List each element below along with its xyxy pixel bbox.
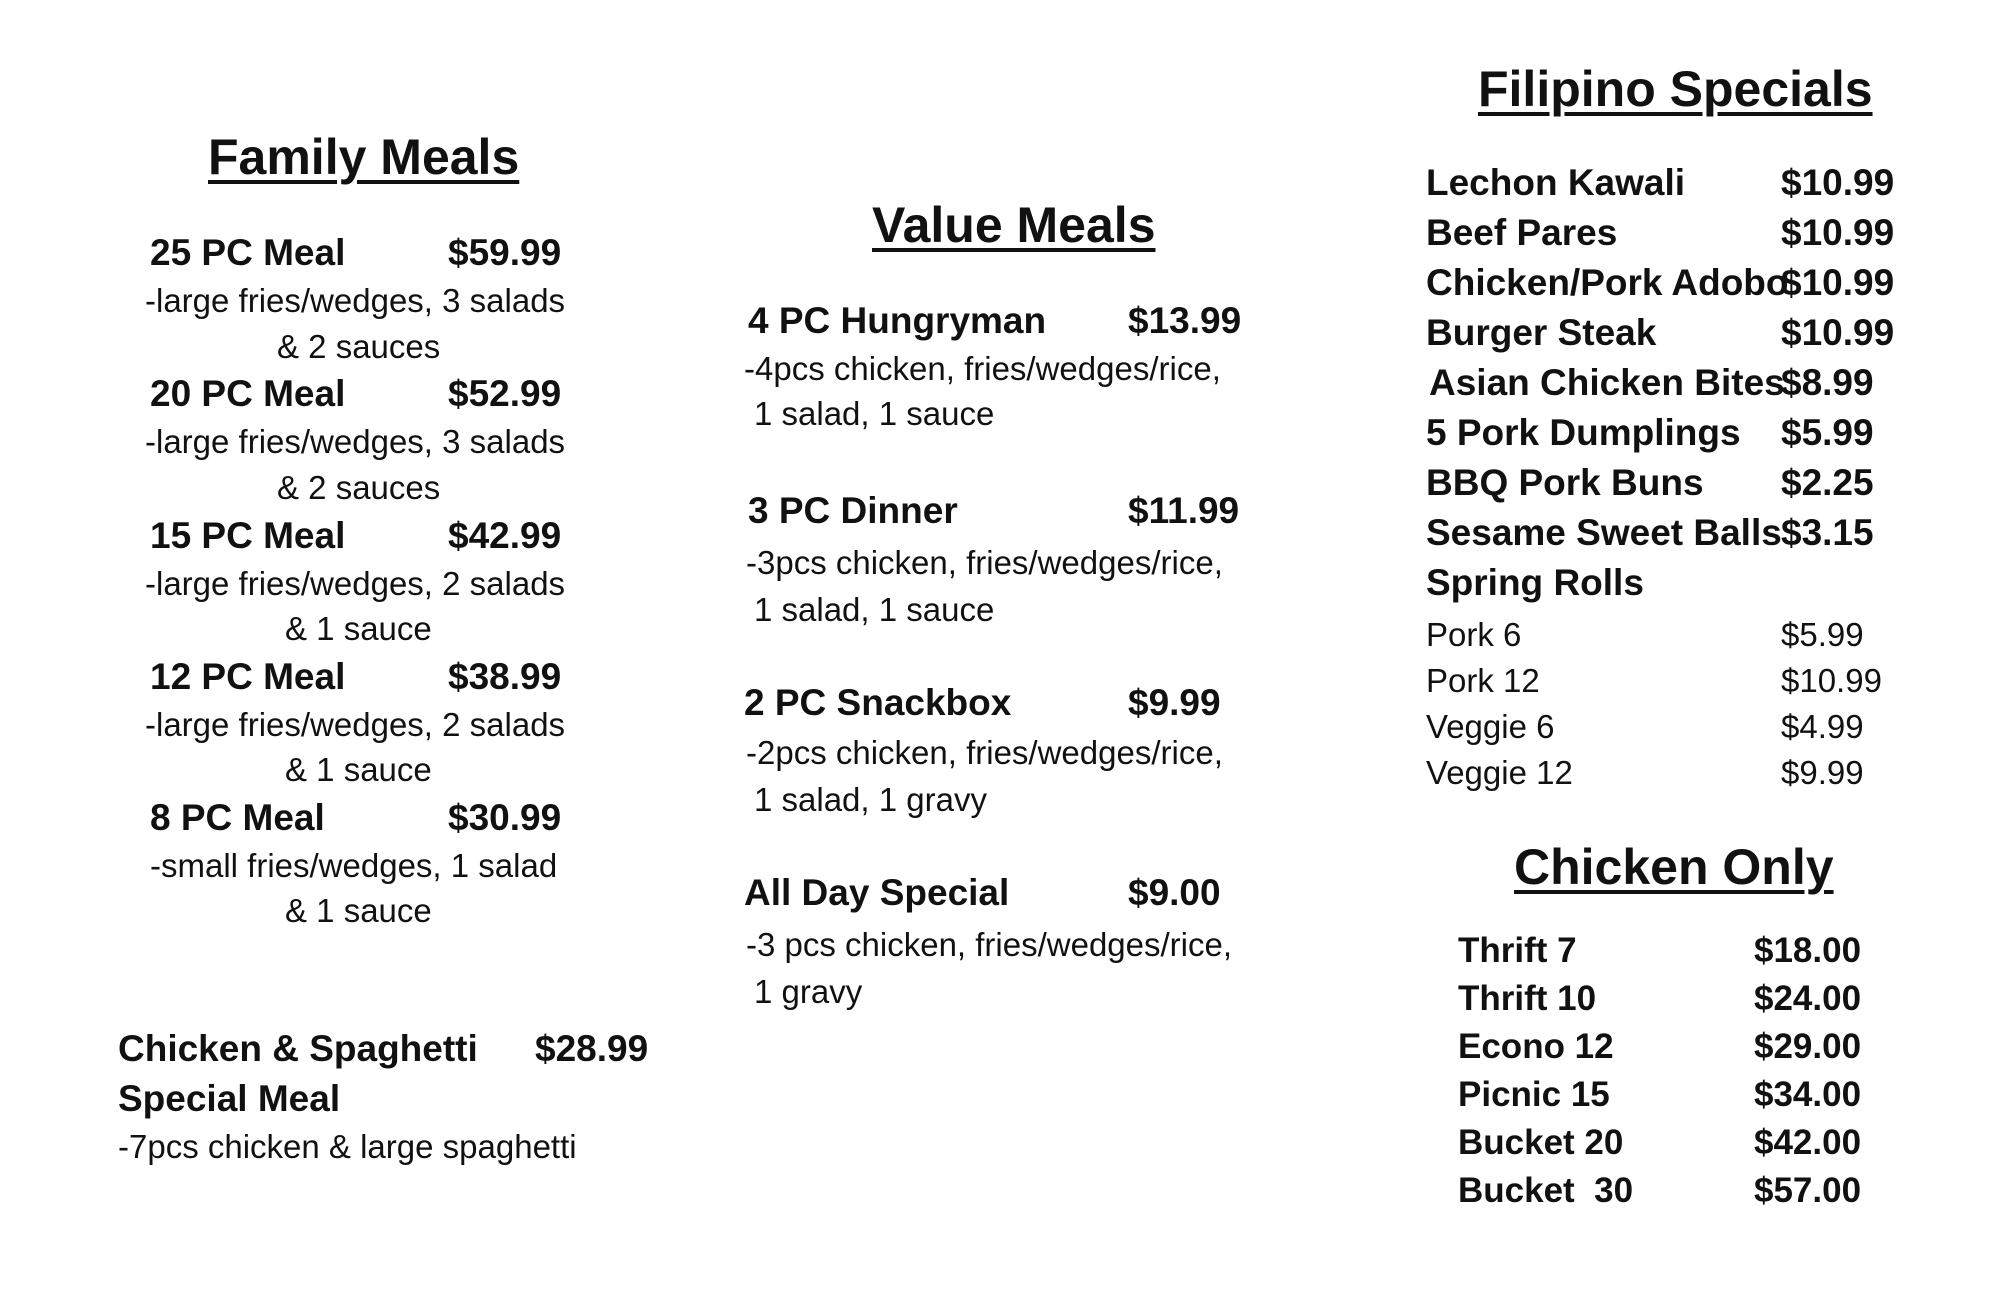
value-item-desc: -3 pcs chicken, fries/wedges/rice, [746,926,1233,963]
chicken-item-price: $34.00 [1754,1075,1862,1114]
family-item-desc: & 2 sauces [277,469,441,506]
filipino-item-name: Beef Pares [1426,212,1618,253]
family-item-price: $30.99 [448,797,562,838]
chicken-item-name: Thrift 7 [1458,931,1577,970]
family-item-price: $42.99 [448,515,562,556]
family-item-desc: -large fries/wedges, 2 salads [145,706,566,743]
value-item-price: $11.99 [1128,490,1240,531]
family-item-desc: & 1 sauce [285,610,432,647]
filipino-item-price: $5.99 [1781,412,1874,453]
filipino-item-name: Burger Steak [1426,312,1657,353]
spring-roll-price: $4.99 [1781,708,1864,745]
filipino-item-name: Asian Chicken Bites [1429,362,1785,403]
family-item-desc: & 1 sauce [285,892,432,929]
chicken-item-name: Econo 12 [1458,1027,1614,1066]
value-item-price: $13.99 [1128,300,1242,341]
value-item-desc: -2pcs chicken, fries/wedges/rice, [746,734,1223,771]
spring-roll-name: Pork 12 [1426,662,1540,699]
chicken-only-title: Chicken Only [1514,839,1834,895]
spring-roll-price: $10.99 [1781,662,1882,699]
filipino-item-name: 5 Pork Dumplings [1426,412,1741,453]
value-item-desc: -4pcs chicken, fries/wedges/rice, [744,350,1221,387]
value-item-desc: 1 salad, 1 sauce [754,591,995,628]
special-meal-name: Chicken & Spaghetti [118,1028,478,1069]
family-item-name: 15 PC Meal [150,515,346,556]
value-item-desc: 1 salad, 1 sauce [754,395,995,432]
chicken-item-name: Bucket 20 [1458,1123,1624,1162]
family-item-name: 25 PC Meal [150,232,346,273]
filipino-item-price: $8.99 [1781,362,1874,403]
filipino-item-price: $10.99 [1781,312,1895,353]
family-item-name: 12 PC Meal [150,656,346,697]
family-item-desc: -small fries/wedges, 1 salad [150,847,558,884]
spring-roll-name: Pork 6 [1426,616,1522,653]
spring-roll-name: Veggie 12 [1426,754,1573,791]
filipino-item-price: $3.15 [1781,512,1874,553]
special-meal-desc: -7pcs chicken & large spaghetti [118,1128,577,1165]
chicken-item-price: $29.00 [1754,1027,1862,1066]
value-item-desc: 1 gravy [754,973,863,1010]
chicken-item-name: Bucket 30 [1458,1171,1634,1210]
filipino-item-price: $2.25 [1781,462,1874,503]
spring-roll-name: Veggie 6 [1426,708,1555,745]
value-item-name: 2 PC Snackbox [744,682,1012,723]
family-item-desc: -large fries/wedges, 3 salads [145,423,566,460]
family-item-price: $59.99 [448,232,562,273]
filipino-item-name: Chicken/Pork Adobo [1426,262,1789,303]
spring-rolls-heading: Spring Rolls [1426,562,1644,603]
filipino-item-name: Lechon Kawali [1426,162,1686,203]
filipino-specials-title: Filipino Specials [1478,61,1873,117]
family-item-desc: & 2 sauces [277,328,441,365]
filipino-item-price: $10.99 [1781,162,1895,203]
family-item-price: $38.99 [448,656,562,697]
value-item-desc: -3pcs chicken, fries/wedges/rice, [746,544,1223,581]
chicken-item-price: $24.00 [1754,979,1862,1018]
spring-roll-price: $9.99 [1781,754,1864,791]
filipino-item-name: Sesame Sweet Balls [1426,512,1782,553]
family-item-desc: & 1 sauce [285,751,432,788]
family-meals-title: Family Meals [208,129,520,185]
family-item-name: 8 PC Meal [150,797,325,838]
value-item-price: $9.99 [1128,682,1221,723]
value-item-name: All Day Special [744,872,1010,913]
filipino-item-price: $10.99 [1781,212,1895,253]
value-meals-title: Value Meals [872,197,1156,253]
family-item-price: $52.99 [448,373,562,414]
family-item-name: 20 PC Meal [150,373,346,414]
chicken-item-price: $57.00 [1754,1171,1862,1210]
value-item-price: $9.00 [1128,872,1221,913]
spring-roll-price: $5.99 [1781,616,1864,653]
filipino-item-name: BBQ Pork Buns [1426,462,1704,503]
special-meal-name: Special Meal [118,1078,341,1119]
chicken-item-name: Picnic 15 [1458,1075,1610,1114]
chicken-item-name: Thrift 10 [1458,979,1597,1018]
chicken-item-price: $42.00 [1754,1123,1862,1162]
value-item-name: 3 PC Dinner [748,490,958,531]
special-meal-price: $28.99 [535,1028,649,1069]
value-item-name: 4 PC Hungryman [748,300,1047,341]
family-item-desc: -large fries/wedges, 3 salads [145,282,566,319]
value-item-desc: 1 salad, 1 gravy [754,781,987,818]
family-item-desc: -large fries/wedges, 2 salads [145,565,566,602]
chicken-item-price: $18.00 [1754,931,1862,970]
filipino-item-price: $10.99 [1781,262,1895,303]
